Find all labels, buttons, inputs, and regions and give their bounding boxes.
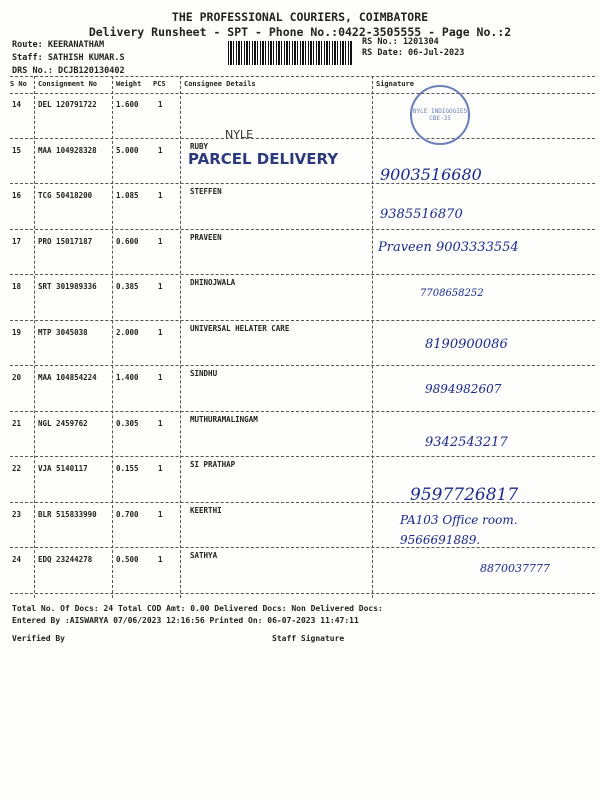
table-top-line (10, 76, 595, 77)
row-consignment: EDQ 23244278 (38, 555, 93, 564)
totals-line: Total No. Of Docs: 24 Total COD Amt: 0.00 Delivered Docs: Non Delivered Docs: (12, 604, 383, 613)
col-divider (34, 76, 35, 598)
row-divider (10, 365, 595, 366)
row-consignee: SATHYA (190, 551, 218, 560)
row-pcs: 1 (158, 236, 163, 246)
row-consignment: DEL 120791722 (38, 100, 97, 109)
row-sno: 18 (12, 282, 22, 291)
row-pcs: 1 (158, 327, 163, 337)
drs-label: DRS No.: DCJB120130402 (12, 66, 125, 76)
row-sno: 16 (12, 191, 22, 200)
signature-23: PA103 Office room. 9566691889. (400, 513, 518, 547)
staff-signature-label: Staff Signature (272, 634, 345, 643)
row-consignment: TCG 50418200 (38, 191, 93, 200)
row-sno: 23 (12, 509, 22, 519)
header-bottom-line (10, 93, 595, 94)
signature-17: Praveen 9003333554 (378, 240, 519, 255)
row-divider (10, 183, 595, 184)
row-pcs: 1 (158, 282, 163, 291)
row-weight: 2.000 (116, 327, 139, 337)
barcode (228, 41, 352, 65)
row-divider (10, 593, 595, 594)
row-divider (10, 456, 595, 457)
row-sno: 19 (12, 327, 22, 337)
route-label: Route: KEERANATHAM (12, 40, 105, 50)
row-consignee: RUBY (190, 141, 209, 151)
row-sno: 21 (12, 418, 22, 428)
row-consignee: SINDHU (190, 369, 218, 378)
row-sno: 17 (12, 236, 22, 246)
col-divider (180, 76, 181, 598)
rs-date-label: RS Date: 06-Jul-2023 (362, 48, 465, 58)
row-consignment: SRT 301989336 (38, 282, 97, 291)
row-divider (10, 229, 595, 230)
row-consignment: MAA 104854224 (38, 373, 97, 382)
row-pcs: 1 (158, 555, 163, 564)
entered-by-line: Entered By :AISWARYA 07/06/2023 12:16:56 Printed On: 06-07-2023 11:47:11 (12, 616, 359, 625)
col-header-sno: S No (10, 80, 27, 88)
handwritten-nyle: NYLE (225, 128, 254, 141)
row-pcs: 1 (158, 373, 163, 382)
row-weight: 1.600 (116, 100, 139, 109)
parcel-delivery-stamp: PARCEL DELIVERY (188, 150, 339, 168)
company-stamp: NYLE INDIGOGIES CBE-35 (410, 85, 470, 145)
row-divider (10, 274, 595, 275)
row-consignee: MUTHURAMALINGAM (190, 414, 258, 424)
row-weight: 1.400 (116, 373, 139, 382)
row-consignment: BLR 515833990 (38, 509, 97, 519)
signature-19: 8190900086 (425, 337, 508, 352)
row-weight: 1.085 (116, 191, 139, 200)
row-sno: 20 (12, 373, 22, 382)
signature-20: 9894982607 (425, 382, 502, 396)
row-weight: 5.000 (116, 145, 139, 155)
row-weight: 0.385 (116, 282, 139, 291)
row-consignment: VJA 5140117 (38, 464, 88, 473)
row-sno: 22 (12, 464, 22, 473)
staff-label: Staff: SATHISH KUMAR.S (12, 53, 125, 63)
row-consignee: PRAVEEN (190, 232, 222, 242)
col-header-consignment: Consignment No (38, 80, 98, 88)
row-consignment: PRO 15017187 (38, 236, 93, 246)
row-consignee: SI PRATHAP (190, 460, 236, 469)
row-divider (10, 320, 595, 321)
col-header-weight: Weight (116, 80, 142, 88)
row-consignment: NGL 2459762 (38, 418, 88, 428)
row-consignment: MTP 3045038 (38, 327, 88, 337)
page-subtitle: Delivery Runsheet - SPT - Phone No.:0422-3505555 - Page No.:2 (88, 25, 512, 39)
verified-by-label: Verified By (12, 634, 65, 643)
row-sno: 24 (12, 555, 22, 564)
row-consignee: KEERTHI (190, 505, 222, 515)
row-consignee: STEFFEN (190, 187, 222, 196)
row-pcs: 1 (158, 509, 163, 519)
row-divider (10, 411, 595, 412)
signature-15: 9003516680 (380, 165, 482, 184)
row-weight: 0.155 (116, 464, 139, 473)
row-pcs: 1 (158, 418, 163, 428)
row-weight: 0.305 (116, 418, 139, 428)
col-header-signature: Signature (376, 80, 414, 88)
row-consignment: MAA 104928328 (38, 145, 97, 155)
col-divider (372, 76, 373, 598)
rs-no-label: RS No.: 1201304 (362, 37, 439, 47)
row-weight: 0.600 (116, 236, 139, 246)
row-pcs: 1 (158, 464, 163, 473)
row-sno: 14 (12, 100, 22, 109)
row-weight: 0.500 (116, 555, 139, 564)
row-pcs: 1 (158, 191, 163, 200)
col-header-pcs: PCS (153, 80, 166, 88)
row-weight: 0.700 (116, 509, 139, 519)
row-pcs: 1 (158, 145, 163, 155)
signature-22: 9597726817 (410, 485, 519, 505)
signature-16: 9385516870 (380, 207, 463, 222)
row-sno: 15 (12, 145, 22, 155)
row-pcs: 1 (158, 100, 163, 109)
col-divider (112, 76, 113, 598)
signature-18: 7708658252 (420, 288, 484, 299)
signature-24: 8870037777 (480, 562, 550, 575)
col-header-consignee: Consignee Details (184, 80, 256, 88)
signature-21: 9342543217 (425, 435, 508, 450)
row-consignee: DHINOJWALA (190, 278, 236, 287)
row-consignee: UNIVERSAL HELATER CARE (190, 323, 290, 333)
page-title: THE PROFESSIONAL COURIERS, COIMBATORE (171, 10, 429, 24)
row-divider (10, 138, 595, 139)
